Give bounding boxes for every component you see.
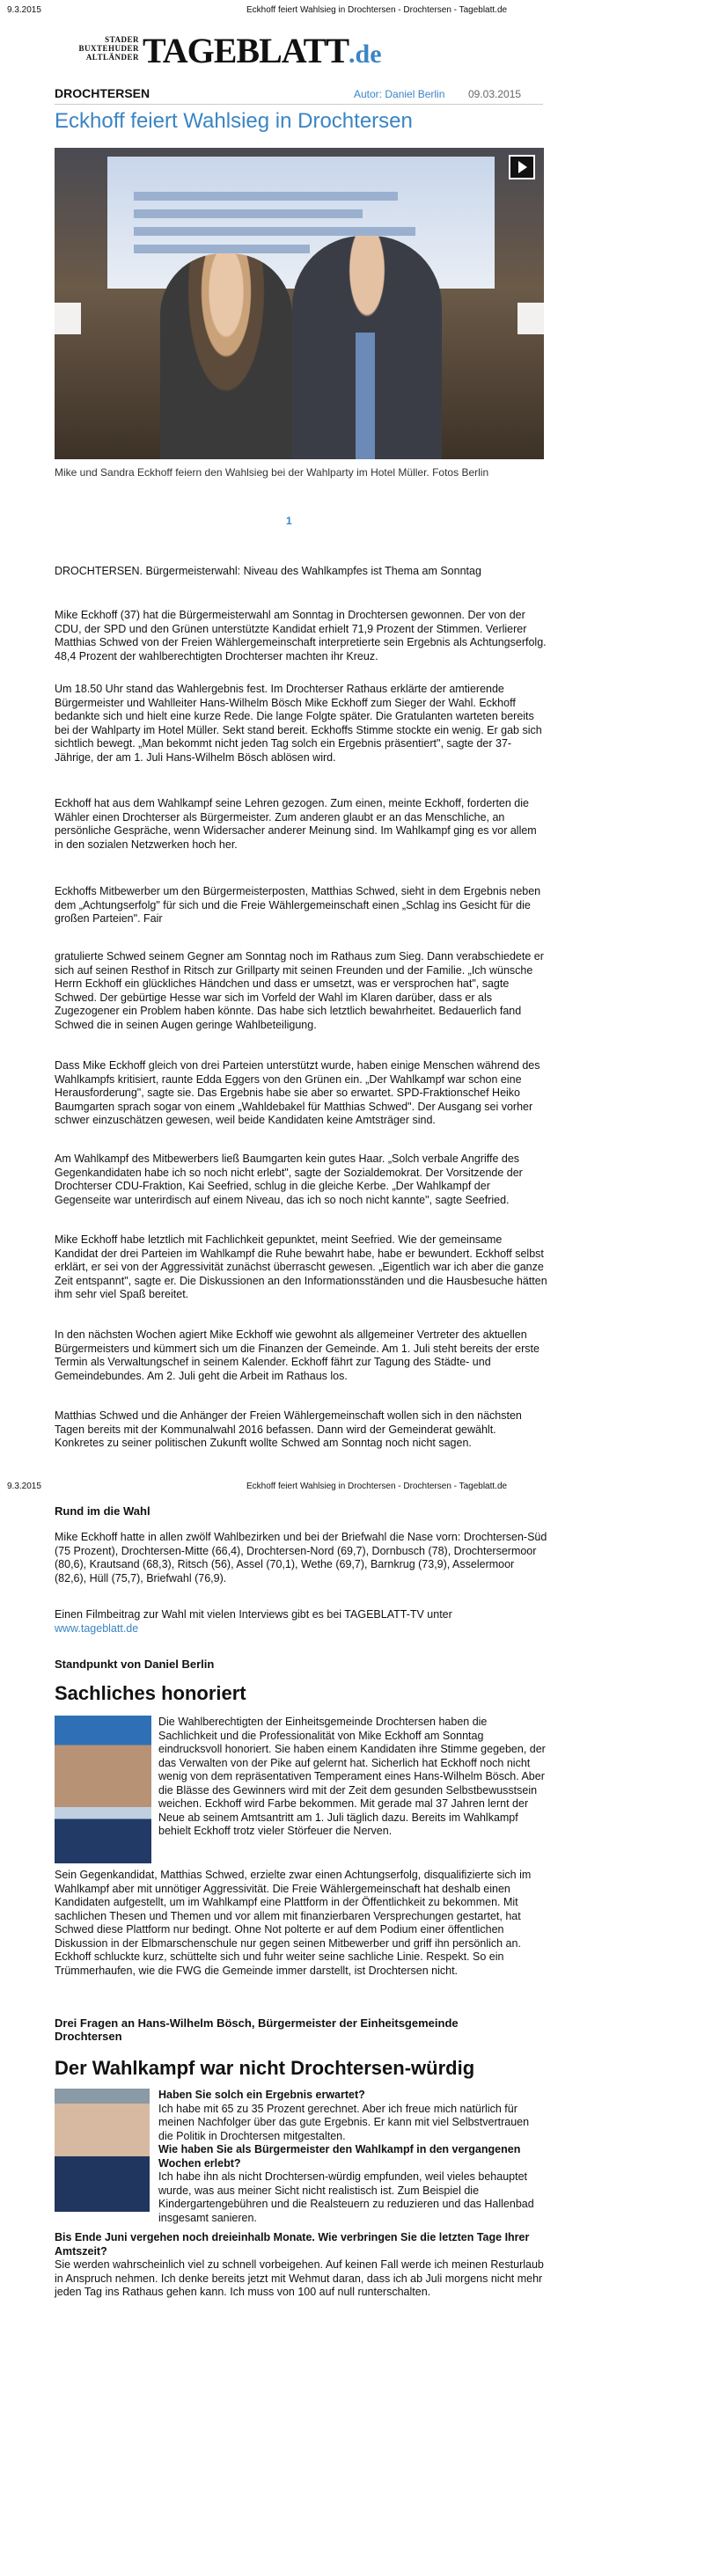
interview-question: Wie haben Sie als Bürgermeister den Wahlkampf in den vergangenen Wochen erlebt?	[158, 2143, 521, 2170]
article-photo	[55, 148, 544, 459]
publish-date: 09.03.2015	[468, 88, 522, 100]
print-date: 9.3.2015	[7, 5, 41, 15]
article-paragraph: Matthias Schwed und die Anhänger der Freien Wählergemeinschaft wollen sich in den nächsten Tagen bereits mit der Kommunalwahl 2016 befassen. Dann wird der Gemeinderat gewählt. Konkretes zu seiner politischen Zukunft wollte Schwed am Sonntag noch nicht sagen.	[55, 1409, 522, 1449]
article-headline: Eckhoff feiert Wahlsieg in Drochtersen	[55, 109, 413, 133]
interview-qa	[158, 2089, 546, 2225]
article-paragraph: Eckhoff hat aus dem Wahlkampf seine Lehren gezogen. Zum einen, meinte Eckhoff, forderten die Wähler einen Drochterser als Bürgermeister. Zum anderen glaubt er an das Menschliche, an persönliche Gespräche, wenn Widersacher anderer Meinung sind. Im Wahlkampf ging es vor allem in den sozialen Netzwerken hoch her.	[55, 797, 537, 851]
article-paragraph: Dass Mike Eckhoff gleich von drei Parteien unterstützt wurde, haben einige Menschen während des Wahlkampfs kritisiert, raunte Edda Eggers von den Grünen ein. „Der Wahlkampf war schon eine Herausforderung", sagte sie. Das Ergebnis habe sie aber so erwartet. SPD-Fraktionschef Heiko Baumgarten sprach sogar von einem „Wahldebakel für Matthias Schwed". Der Ausgang sei vorher schwer einzuschätzen gewesen, weil beide Kandidaten keine Amtsträger sind.	[55, 1059, 540, 1126]
article-paragraph: In den nächsten Wochen agiert Mike Eckhoff wie gewohnt als allgemeiner Vertreter des aktuellen Bürgermeisters und kümmert sich um die Finanzen der Gemeinde. Am 1. Juli steht bereits der erste Termin als Verwaltungschef in seinem Kalender. Eckhoff fährt zur Tagung des Städte- und Gemeindebundes. Am 2. Juli geht die Arbeit im Rathaus los.	[55, 1328, 540, 1382]
play-icon[interactable]	[509, 155, 535, 179]
interview-headline: Der Wahlkampf war nicht Drochtersen-würdig	[55, 2057, 475, 2079]
section-label: DROCHTERSEN	[55, 86, 150, 100]
photo-person-woman	[160, 253, 292, 459]
print-title: Eckhoff feiert Wahlsieg in Drochtersen - Drochtersen - Tageblatt.de	[246, 1482, 508, 1491]
article-paragraph: Mike Eckhoff (37) hat die Bürgermeisterwahl am Sonntag in Drochtersen gewonnen. Der von der CDU, der SPD und den Grünen unterstützte Kandidat erhielt 71,9 Prozent der Stimmen. Verlierer Matthias Schwed von der Freien Wählergemeinschaft interpretierte sein Ergebnis als Achtungserfolg. 48,4 Prozent der wahlberechtigten Drochterser machten ihr Kreuz.	[55, 609, 547, 662]
photo-caption: Mike und Sandra Eckhoff feiern den Wahlsieg bei der Wahlparty im Hotel Müller. Fotos Berlin	[55, 466, 489, 479]
article-paragraph: Um 18.50 Uhr stand das Wahlergebnis fest. Im Drochterser Rathaus erklärte der amtierende Bürgermeister und Wahlleiter Hans-Wilhelm Bösch Mike Eckhoff zum Sieger der Wahl. Eckhoff bedankte sich und hielt eine kurze Rede. Die lange Folgte später. Die Gratulanten warteten bereits bei der Wahlparty im Hotel Müller. Sekt stand bereit. Eckhoffs Stimme stockte ein wenig. Er gab sich sichtlich bewegt. „Man bekommt nicht jeden Tag solch ein Ergebnis präsentiert", sagte der 37-Jährige, der am 1. Juli Hans-Wilhelm Bösch ablösen wird.	[55, 683, 542, 764]
round-text: Mike Eckhoff hatte in allen zwölf Wahlbezirken und bei der Briefwahl die Nase vorn: Drochtersen-Süd (75 Prozent), Drochtersen-Mitte (66,4), Drochtersen-Nord (69,7), Dornbusch (78), Drochtersermoor (80,6), Krautsand (68,3), Ritsch (56), Assel (70,1), Wethe (69,7), Barnkrug (73,9), Asselermoor (82,6), Hüll (75,7), Briefwahl (76,9).	[55, 1531, 547, 1584]
article-paragraph: Eckhoffs Mitbewerber um den Bürgermeisterposten, Matthias Schwed, sieht in dem Ergebnis neben dem „Achtungserfolg" für sich und die Freie Wählergemeinschaft einen „Schlag ins Gesicht für die großen Parteien". Fair	[55, 885, 541, 925]
questions-title: Drei Fragen an Hans-Wilhelm Bösch, Bürgermeister der Einheitsgemeinde Drochtersen	[55, 2016, 459, 2043]
interviewee-portrait	[55, 2089, 150, 2212]
gallery-prev-button[interactable]	[55, 303, 81, 334]
print-header	[0, 1476, 712, 1494]
masthead-logo[interactable]	[55, 33, 547, 72]
round-title: Rund im die Wahl	[55, 1504, 150, 1518]
author-link[interactable]: Autor: Daniel Berlin	[354, 88, 445, 100]
interview-question: Haben Sie solch ein Ergebnis erwartet?	[158, 2089, 365, 2101]
opinion-title: Sachliches honoriert	[55, 1682, 246, 1704]
print-date: 9.3.2015	[7, 1482, 41, 1491]
article-paragraph: gratulierte Schwed seinem Gegner am Sonntag noch im Rathaus zum Sieg. Dann verabschiedete er sich auf seinen Resthof in Ritsch zur Grillparty mit seinen Freunden und der Familie. „Ich wünsche Herrn Eckhoff ein glückliches Händchen und dass er umsetzt, was er versprochen hat", sagte Schwed. Der gebürtige Hesse war sich im Vorfeld der Wahl im Klaren darüber, dass er als Zugezogener ein Problem haben könnte. Das habe sich letztlich bewahrheitet. Bedauerlich fand Schwed die in seinen Augen geringe Wahlbeteiligung.	[55, 950, 544, 1031]
article-paragraph: Mike Eckhoff habe letztlich mit Fachlichkeit gepunktet, meint Seefried. Wie der gemeinsame Kandidat der drei Parteien im Wahlkampf die Ruhe bewahrt habe, habe er bewundert. Eckhoff selbst erklärt, er sei von der Aggressivität zunächst überrascht gewesen. „Eigentlich war ich aber die ganze Zeit entspannt", sagte er. Die Diskussionen an den Informationsständen und die Hausbesuche hätten ihm sehr viel Spaß bereitet.	[55, 1233, 547, 1300]
gallery-page-link[interactable]: 1	[286, 515, 292, 527]
interview-answer: Ich habe ihn als nicht Drochtersen-würdig empfunden, weil vieles behauptet wurde, was aus meiner Sicht nicht realistisch ist. Zum Beispiel die Kindergartengebühren und die Realsteuern zu reduzieren und das Hallenbad insgesamt sanieren.	[158, 2170, 534, 2224]
gallery-next-button[interactable]	[517, 303, 544, 334]
opinion-paragraph: Die Wahlberechtigten der Einheitsgemeinde Drochtersen haben die Sachlichkeit und die Professionalität von Mike Eckhoff am Sonntag eindrucksvoll honoriert. Sie haben einem Kandidaten ihre Stimme gegeben, der das Verwalten von der Pike auf gelernt hat. Sicherlich hat Eckhoff noch nicht wenig von dem repräsentativen Temperament eines Hans-Wilhelm Bösch. Aber die Blässe des Gewinners wird mit der Zeit dem gesunden Selbstbewusstsein weichen. Eckhoff wird Farbe bekommen. Mit gerade mal 37 Jahren lernt der Neue ab seinem Amtsantritt am 1. Juli täglich dazu. Bereits im Wahlkampf behielt Eckhoff trotz vieler Störfeuer die Nerven.	[158, 1716, 546, 1837]
print-header	[0, 0, 712, 18]
interview-qa	[55, 2231, 547, 2300]
interview-answer: Ich habe mit 65 zu 35 Prozent gerechnet. Aber ich freue mich natürlich für meinen Nachfolger über das gute Ergebnis. Er kann mit viel Selbstvertrauen die Politik in Drochtersen mitgestalten.	[158, 2102, 530, 2142]
projection-screen	[107, 157, 495, 289]
article-meta-bar	[55, 81, 543, 105]
print-title: Eckhoff feiert Wahlsieg in Drochtersen - Drochtersen - Tageblatt.de	[246, 5, 508, 15]
author-portrait	[55, 1716, 151, 1863]
film-note: Einen Filmbeitrag zur Wahl mit vielen Interviews gibt es bei TAGEBLATT-TV unter www.tageblatt.de	[55, 1608, 452, 1635]
standpunkt-label: Standpunkt von Daniel Berlin	[55, 1658, 215, 1671]
tageblatt-link[interactable]: www.tageblatt.de	[55, 1621, 139, 1635]
brand-subtitle: STADER BUXTEHUDER ALTLÄNDER	[78, 35, 139, 62]
brand-name: TAGEBLATT.de	[143, 31, 382, 70]
article-lead: DROCHTERSEN. Bürgermeisterwahl: Niveau des Wahlkampfes ist Thema am Sonntag	[55, 565, 481, 577]
opinion-paragraph: Sein Gegenkandidat, Matthias Schwed, erzielte zwar einen Achtungserfolg, disqualifizierte sich im Wahlkampf aber mit unnötiger Aggressivität. Die Freie Wählergemeinschaft hat deshalb einen Kandidaten aufgestellt, um im Wahlkampf eine Plattform in der Öffentlichkeit zu bekommen. Mit sachlichen Thesen und Themen und vor allem mit finanzierbaren Versprechungen gestartet, hat Schwed diese Plattform nur bedingt. Ohne Not polterte er auf dem Podium einer öffentlichen Diskussion in der Elbmarschenschule nur gegen seinen Mitbewerber und griff ihn persönlich an. Eckhoff schluckte kurz, schüttelte sich und fuhr weiter seine sachliche Linie. Respekt. So ein Trümmerhaufen, wie die FWG die Gemeinde immer darstellt, ist Drochtersen nicht.	[55, 1869, 532, 1977]
interview-answer: Sie werden wahrscheinlich viel zu schnell vorbeigehen. Auf keinen Fall werde ich meinen Resturlaub in Anspruch nehmen. Ich denke bereits jetzt mit Wehmut daran, dass ich ab Juli morgens nicht mehr jeden Tag ins Rathaus gehen kann. Ich muss von 100 auf null runterschalten.	[55, 2258, 544, 2298]
article-paragraph: Am Wahlkampf des Mitbewerbers ließ Baumgarten kein gutes Haar. „Solch verbale Angriffe des Gegenkandidaten habe ich so noch nicht erlebt", sagte der Sozialdemokrat. Der Vorsitzende der Drochterser CDU-Fraktion, Kai Seefried, schlug in die gleiche Kerbe. „Der Wahlkampf der Gegenseite war unterirdisch auf einem Niveau, das ich so noch nicht kannte", sagte Seefried.	[55, 1153, 523, 1206]
interview-question: Bis Ende Juni vergehen noch dreieinhalb Monate. Wie verbringen Sie die letzten Tage Ihrer Amtszeit?	[55, 2231, 530, 2258]
